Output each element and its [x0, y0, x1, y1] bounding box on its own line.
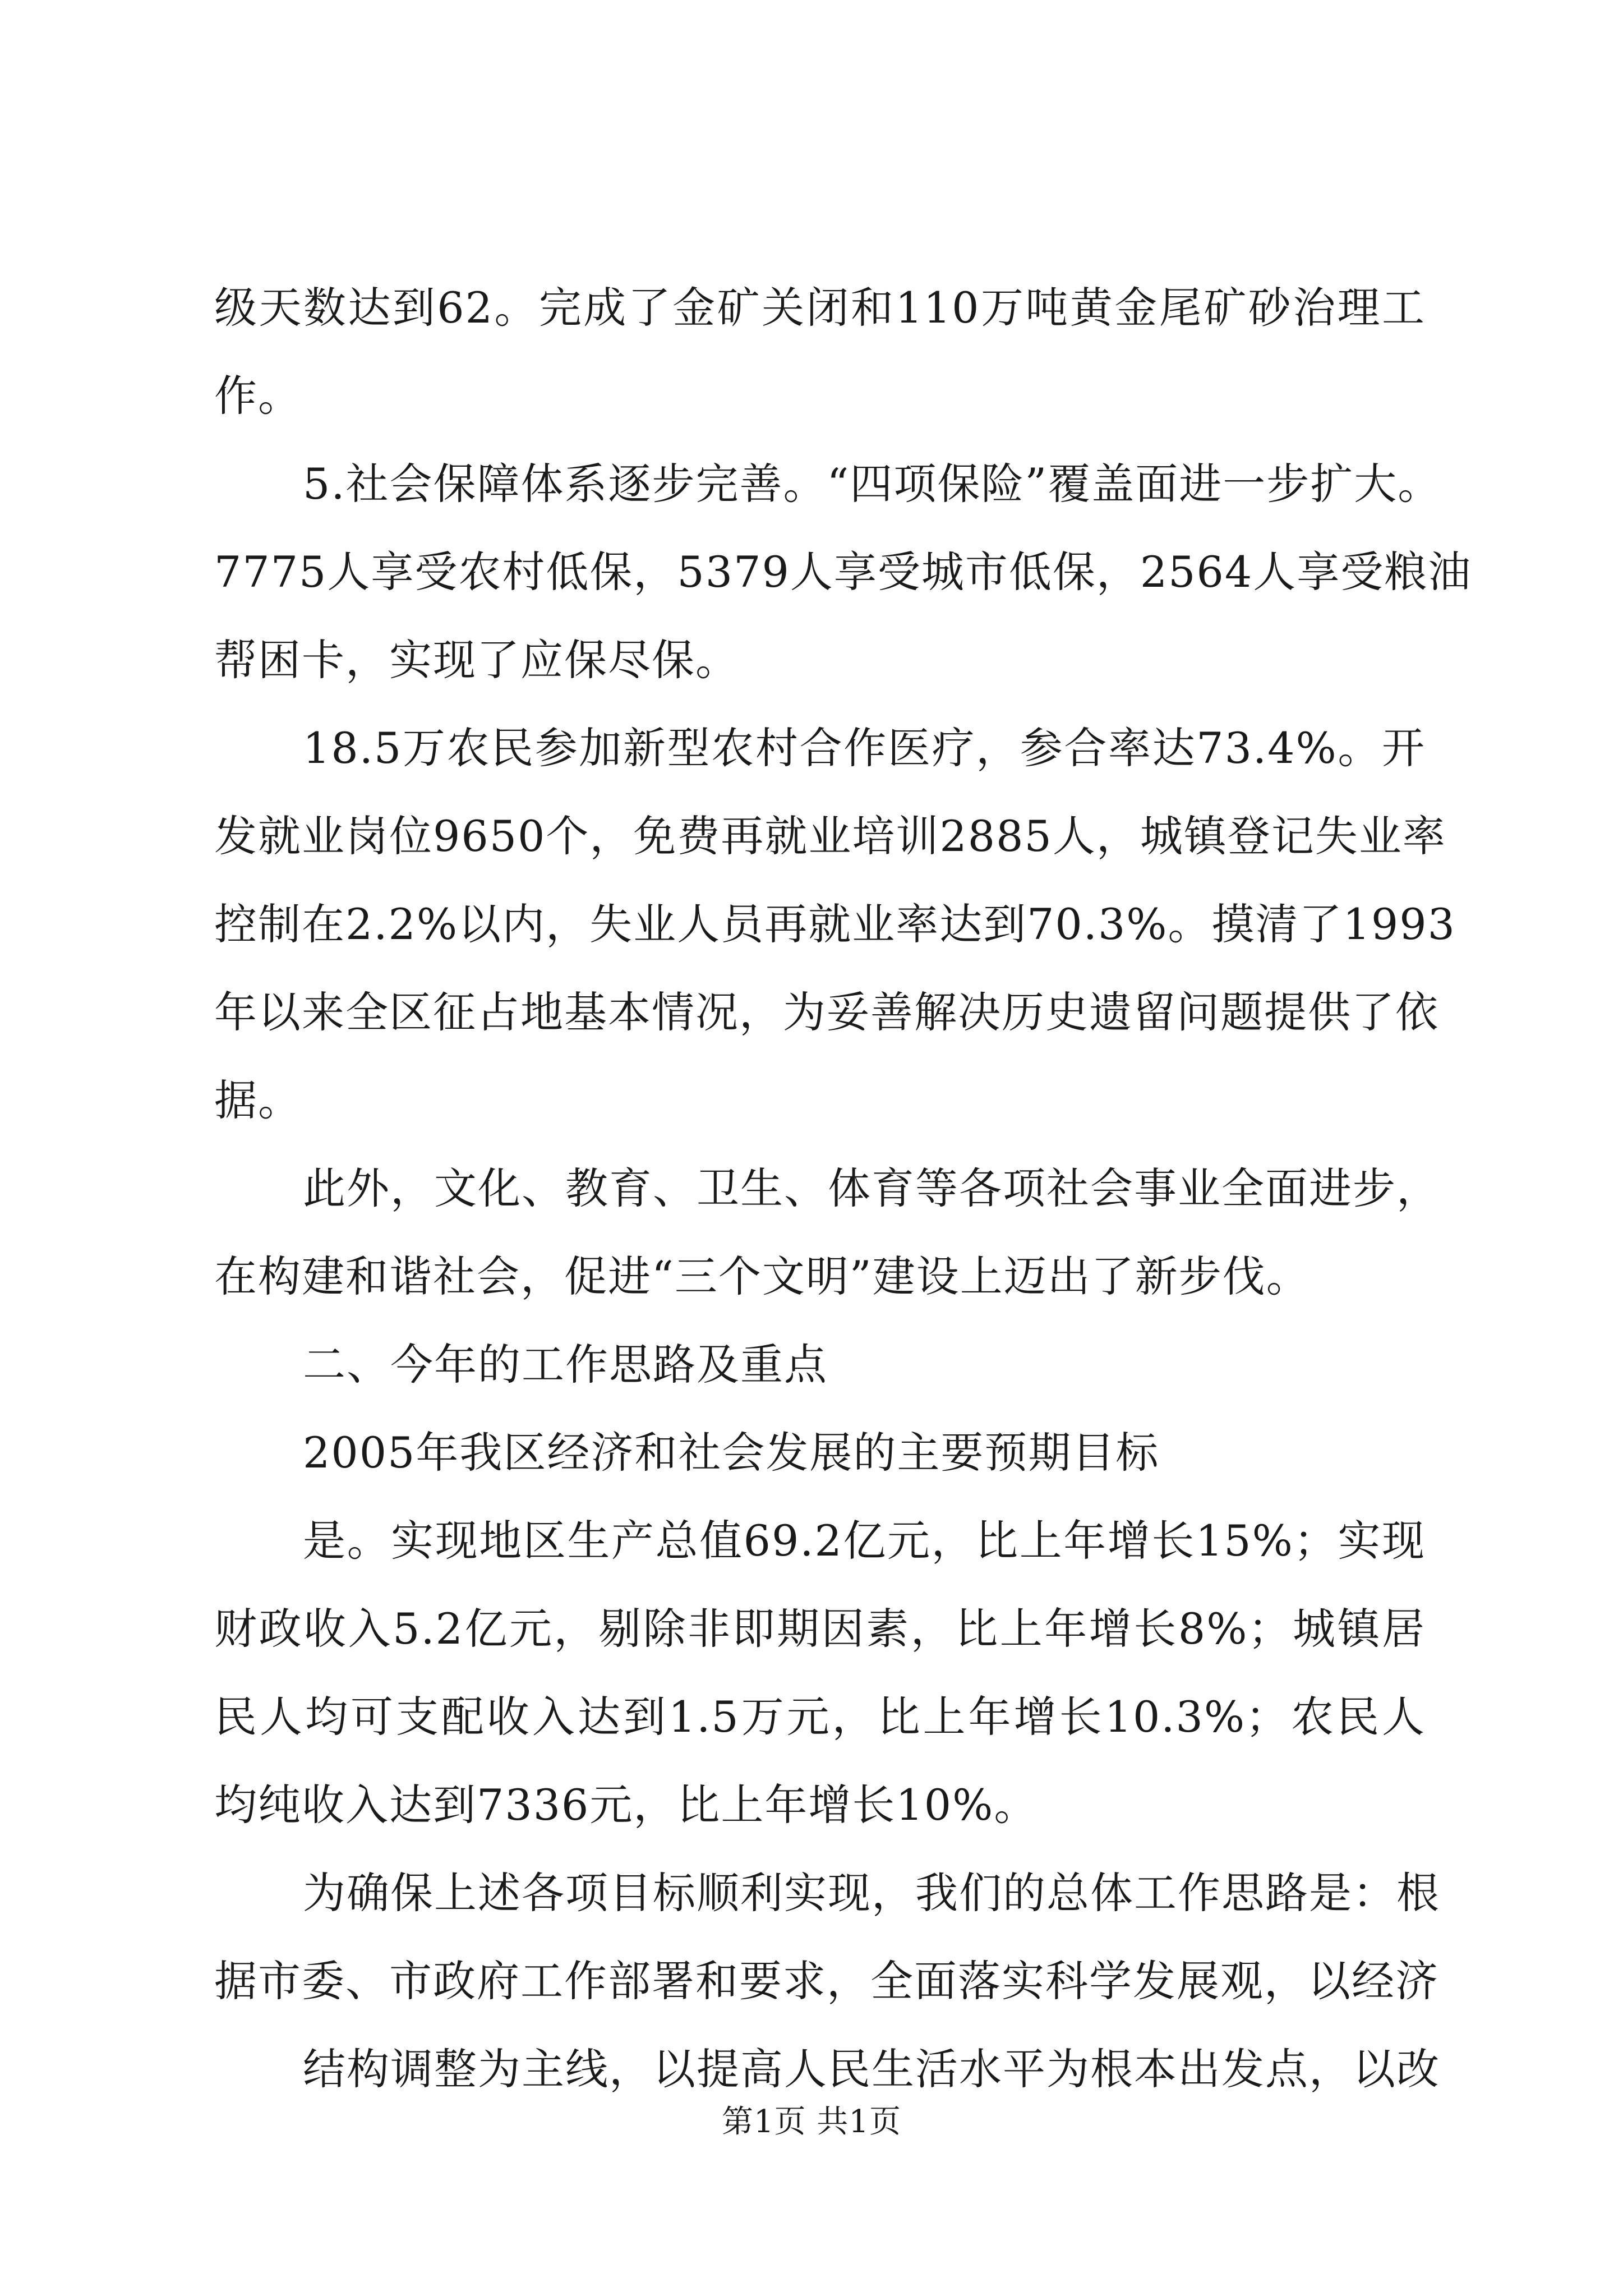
text-line: 在构建和谐社会，促进“三个文明”建设上迈出了新步伐。	[214, 1251, 1310, 1301]
text-line: 据。	[214, 1075, 302, 1125]
text-line: 民人均可支配收入达到1.5万元，比上年增长10.3%；农民人	[214, 1692, 1426, 1742]
text-line: 此外，文化、教育、卫生、体育等各项社会事业全面进步，	[303, 1163, 1440, 1213]
text-line: 18.5万农民参加新型农村合作医疗，参合率达73.4%。开	[303, 723, 1426, 773]
text-line: 据市委、市政府工作部署和要求，全面落实科学发展观，以经济	[214, 1956, 1439, 2006]
text-line: 级天数达到62。完成了金矿关闭和110万吨黄金尾矿砂治理工	[214, 283, 1426, 333]
text-line: 作。	[214, 371, 302, 421]
text-line: 发就业岗位9650个，免费再就业培训2885人，城镇登记失业率	[214, 811, 1446, 861]
text-line: 5.社会保障体系逐步完善。“四项保险”覆盖面进一步扩大。	[303, 459, 1442, 509]
text-line: 控制在2.2%以内，失业人员再就业率达到70.3%。摸清了1993	[214, 899, 1456, 949]
text-line: 二、今年的工作思路及重点	[303, 1340, 828, 1389]
text-line: 均纯收入达到7336元，比上年增长10%。	[214, 1780, 1038, 1830]
text-line: 为确保上述各项目标顺利实现，我们的总体工作思路是：根	[303, 1868, 1440, 1918]
body-text	[214, 264, 1472, 2113]
text-line: 帮困卡，实现了应保尽保。	[214, 635, 739, 685]
text-line: 2005年我区经济和社会发展的主要预期目标	[303, 1428, 1160, 1478]
page-footer: 第1页 共1页	[721, 2104, 902, 2140]
text-line: 年以来全区征占地基本情况，为妥善解决历史遗留问题提供了依	[214, 987, 1439, 1037]
text-line: 财政收入5.2亿元，剔除非即期因素，比上年增长8%；城镇居	[214, 1604, 1426, 1654]
text-line: 结构调整为主线，以提高人民生活水平为根本出发点，以改	[303, 2044, 1440, 2094]
text-line: 是。实现地区生产总值69.2亿元，比上年增长15%；实现	[303, 1516, 1426, 1566]
text-line: 7775人享受农村低保，5379人享受城市低保，2564人享受粮油	[214, 547, 1472, 597]
